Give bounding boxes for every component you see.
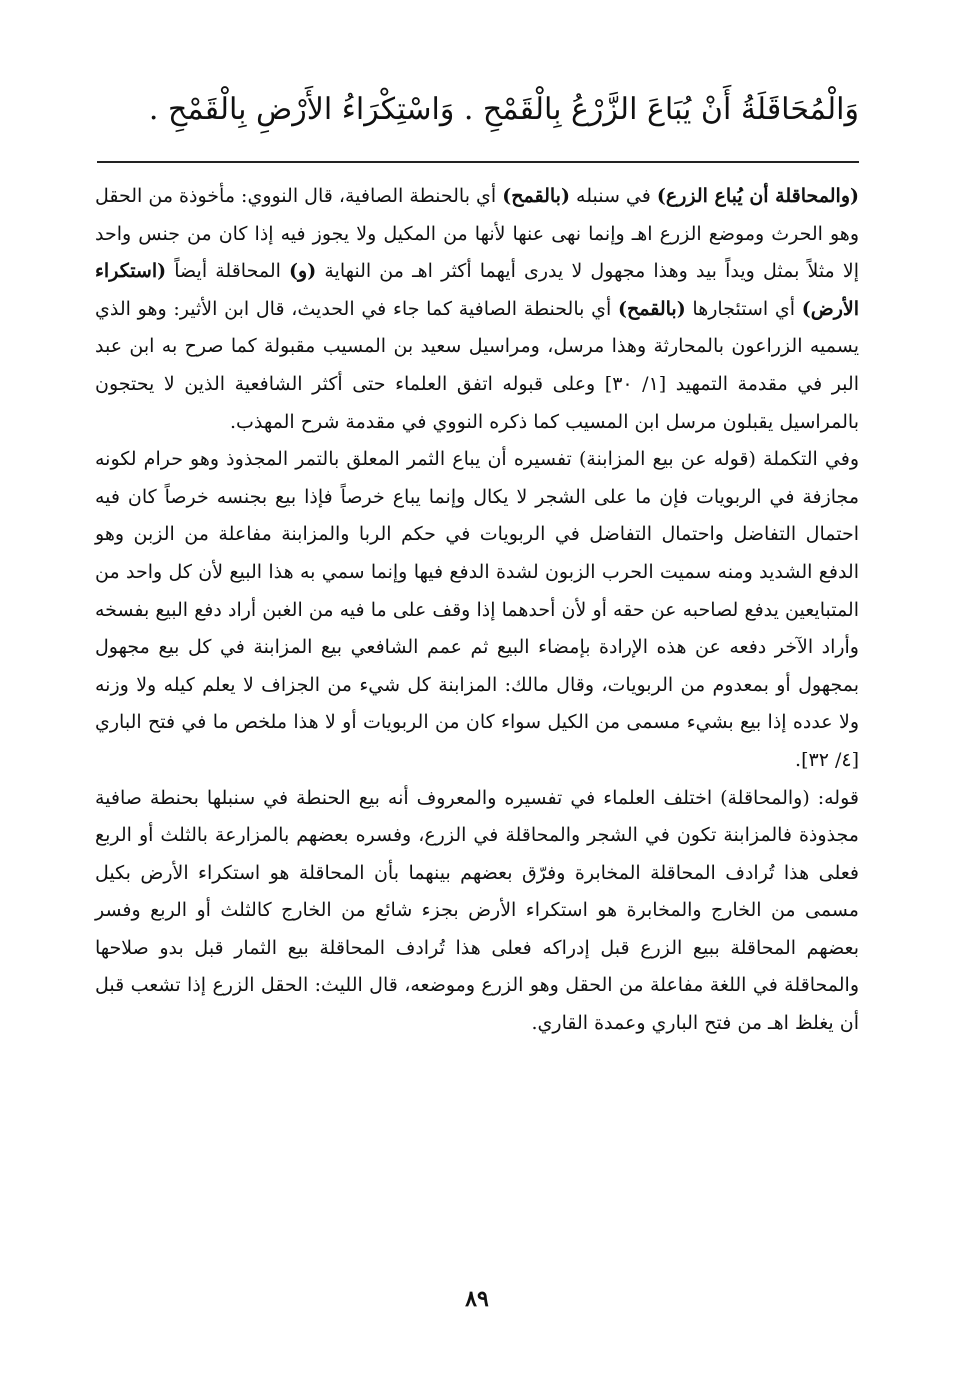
commentary-text: أي بالحنطة الصافية كما جاء في الحديث، قال ابن الأثير: وهو الذي يسميه الزراعون بالمحارثة وهذا مرسل، ومراسيل سعيد بن المسيب مقبولة كما صرح به ابن عبد البر في مقدمة التمهيد [١/ ٣٠] وعلى قبوله اتفق العلماء حتى أكثر الشافعية الذين لا يحتجون بالمراسيل يقبلون مرسل ابن المسيب كما ذكره النووي في مقدمة شرح المهذب. (95, 297, 859, 433)
divider-rule (97, 161, 859, 163)
page-number: ٨٩ (465, 1286, 489, 1312)
quoted-phrase: (استكراء الأرض) (95, 260, 859, 320)
quoted-phrase: (والمحاقلة أن يُباع الزرع) (656, 185, 860, 207)
quoted-phrase: (و) (289, 260, 317, 283)
commentary-block (95, 178, 859, 1043)
quoted-phrase: (بالقمح) (502, 185, 570, 207)
quoted-phrase: (بالقمح) (618, 297, 686, 320)
commentary-text: أي استئجارها (685, 297, 802, 320)
commentary-text: في سنبله (569, 185, 657, 207)
commentary-text: المحاقلة أيضاً (166, 260, 290, 283)
commentary-paragraph-1 (95, 178, 859, 441)
commentary-paragraph-3: قوله: (والمحاقلة) اختلف العلماء في تفسيره والمعروف أنه بيع الحنطة في سنبلها بحنطة صافية مجذوذة فالمزابنة تكون في الشجر والمحاقلة في الزرع، وفسره بعضهم بالمزارعة بالثلث أو الربع فعلى هذا تُرادف المحاقلة المخابرة وفرّق بعضهم بينهما بأن المحاقلة هو استكراء الأرض بكيل مسمى من الخارج والمخابرة هو استكراء الأرض بجزء شائع من الخارج كالثلث أو الربع وفسر بعضهم المحاقلة ببيع الزرع قبل إدراكه فعلى هذا تُرادف المحاقلة بيع الثمار قبل بدو صلاحها والمحاقلة في اللغة مفاعلة من الحقل وهو الزرع وموضعه، قال الليث: الحقل الزرع إذا تشعب قبل أن يغلظ اهـ من فتح الباري وعمدة القاري. (95, 786, 859, 1035)
commentary-text: أي بالحنطة الصافية، قال النووي: مأخوذة من الحقل وهو الحرث وموضع الزرع اهـ وإنما نهى عنها لأنها من المكيل ولا يجوز فيه إذا كان من جنس واحد إلا مثلاً بمثل ويداً بيد وهذا مجهول لا يدرى أيهما أكثر اهـ من النهاية (95, 185, 859, 283)
hadith-main-text: وَالْمُحَاقَلَةُ أَنْ يُبَاعَ الزَّرْعُ بِالْقَمْحِ . وَاسْتِكْرَاءُ الأَرْضِ بِالْقَمْحِ . (148, 92, 859, 127)
commentary-paragraph-2: وفي التكملة (قوله عن بيع المزابنة) تفسيره أن يباع الثمر المعلق بالتمر المجذوذ وهو حرام لكونه مجازفة في الربويات فإن ما على الشجر لا يكال وإنما يباع خرصاً فإذا بيع بجنسه خرصاً كان فيه احتمال التفاضل واحتمال التفاضل في الربويات في حكم الربا والمزابنة مفاعلة من الزبن وهو الدفع الشديد ومنه سميت الحرب الزبون لشدة الدفع فيها وإنما سمي به هذا البيع لأن كل واحد من المتبايعين يدفع لصاحبه عن حقه أو لأن أحدهما إذا وقف على ما فيه من الغبن أراد دفع البيع بفسخه وأراد الآخر دفعه عن هذه الإرادة بإمضاء البيع ثم عمم الشافعي بيع المزابنة في كل بيع مجهول بمجهول أو بمعدوم من الربويات، وقال مالك: المزابنة كل شيء من الجزاف لا يعلم كيله ولا وزنه ولا عدده إذا بيع بشيء مسمى من الكيل سواء كان من الربويات أو لا هذا ملخص ما في فتح الباري [٤/ ٣٢]. (95, 448, 859, 771)
